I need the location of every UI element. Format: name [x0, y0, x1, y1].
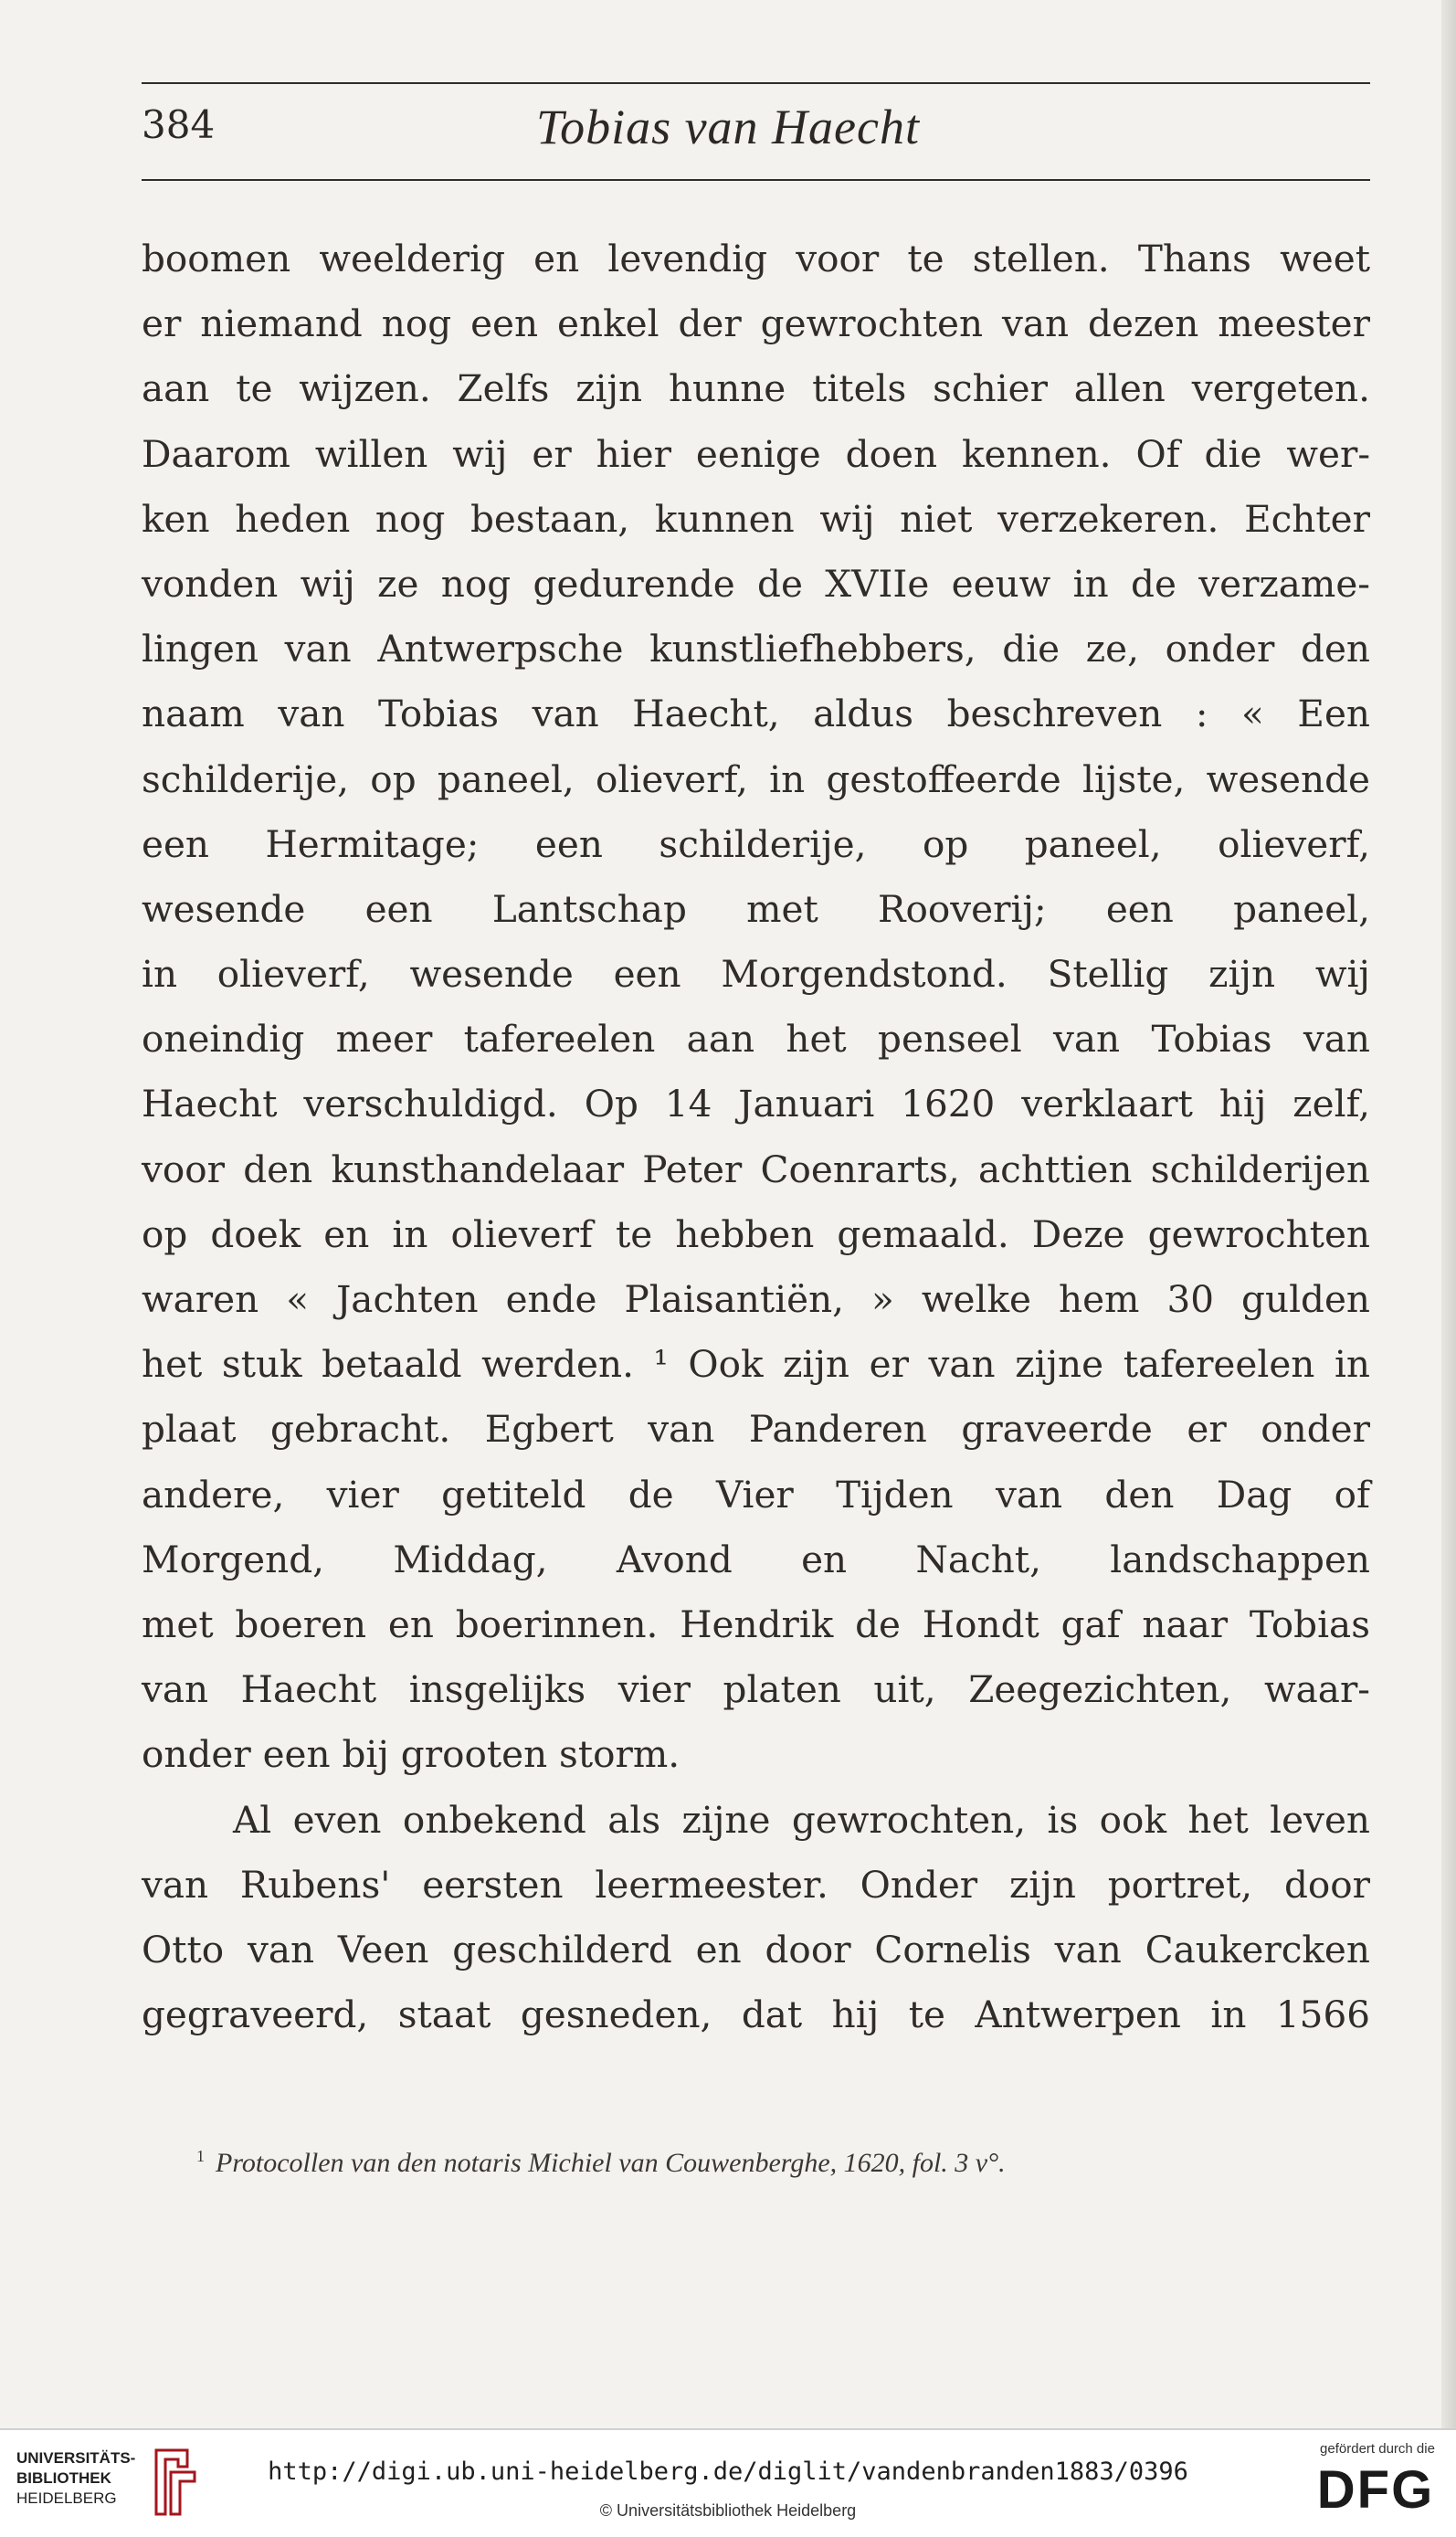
library-name-line2: BIBLIOTHEK — [16, 2469, 111, 2487]
header-rule-top — [142, 82, 1370, 84]
text-line: vonden wij ze nog gedurende de XVIIe eeuw in de verzame- — [142, 561, 1370, 606]
body-text — [142, 227, 1370, 2047]
permalink-url[interactable]: http://digi.ub.uni-heidelberg.de/diglit/vandenbranden1883/0396 — [268, 2458, 1188, 2486]
footnote-marker: 1 — [196, 2147, 205, 2165]
text-line: van Haecht insgelijks vier platen uit, Zeegezichten, waar- — [142, 1667, 1370, 1712]
dfg-logo: DFG — [1316, 2460, 1435, 2520]
text-line: Daarom willen wij er hier eenige doen kennen. Of die wer- — [142, 431, 1370, 476]
text-line: van Rubens' eersten leermeester. Onder zijn portret, door — [142, 1862, 1370, 1907]
footnote — [196, 2147, 1370, 2179]
text-line: waren « Jachten ende Plaisantiën, » welke hem 30 gulden — [142, 1277, 1370, 1321]
page-edge — [1441, 0, 1456, 2428]
text-line: andere, vier getiteld de Vier Tijden van den Dag of — [142, 1472, 1370, 1517]
text-line: Al even onbekend als zijne gewrochten, is ook het leven — [233, 1797, 1370, 1842]
text-line: het stuk betaald werden. ¹ Ook zijn er van zijne tafereelen in — [142, 1342, 1370, 1387]
text-line: Morgend, Middag, Avond en Nacht, landschappen — [142, 1537, 1370, 1581]
funder-label: gefördert durch die — [1320, 2441, 1435, 2457]
footnote-text: Protocollen van den notaris Michiel van Couwenberghe, 1620, fol. 3 v°. — [216, 2148, 1006, 2178]
text-line: oneindig meer tafereelen aan het penseel van Tobias van — [142, 1017, 1370, 1062]
text-line: aan te wijzen. Zelfs zijn hunne titels schier allen vergeten. — [142, 366, 1370, 411]
text-line: Haecht verschuldigd. Op 14 Januari 1620 verklaart hij zelf, — [142, 1082, 1370, 1126]
running-title: Tobias van Haecht — [536, 100, 920, 154]
library-name-line3: HEIDELBERG — [16, 2489, 117, 2507]
text-line: boomen weelderig en levendig voor te stellen. Thans weet — [142, 237, 1370, 280]
text-line: naam van Tobias van Haecht, aldus beschreven : « Een — [142, 692, 1370, 736]
text-line: onder een bij grooten storm. — [142, 1732, 681, 1777]
text-line: er niemand nog een enkel der gewrochten van dezen meester — [142, 301, 1370, 346]
text-line: een Hermitage; een schilderije, op paneel, olieverf, — [142, 821, 1370, 866]
text-line: gegraveerd, staat gesneden, dat hij te Antwerpen in 1566 — [142, 1993, 1370, 2037]
text-line: lingen van Antwerpsche kunstliefhebbers, die ze, onder den — [142, 627, 1370, 671]
copyright-notice: © Universitätsbibliothek Heidelberg — [599, 2501, 857, 2520]
text-line: op doek en in olieverf te hebben gemaald. Deze gewrochten — [142, 1211, 1370, 1256]
text-line: wesende een Lantschap met Rooverij; een paneel, — [142, 886, 1370, 931]
text-line: plaat gebracht. Egbert van Panderen graveerde er onder — [142, 1407, 1370, 1452]
text-line: voor den kunsthandelaar Peter Coenrarts, achttien schilderijen — [142, 1147, 1370, 1191]
text-line: Otto van Veen geschilderd en door Cornelis van Caukercken — [142, 1927, 1370, 1971]
header-rule-bottom — [142, 179, 1370, 181]
text-line: schilderije, op paneel, olieverf, in gestoffeerde lijste, wesende — [142, 756, 1370, 801]
text-line: met boeren en boerinnen. Hendrik de Hondt gaf naar Tobias — [142, 1601, 1370, 1646]
text-line: ken heden nog bestaan, kunnen wij niet verzekeren. Echter — [142, 496, 1370, 541]
page-number: 384 — [142, 102, 216, 147]
text-line: in olieverf, wesende een Morgendstond. Stellig zijn wij — [142, 952, 1370, 997]
library-name-line1: UNIVERSITÄTS- — [16, 2449, 136, 2467]
